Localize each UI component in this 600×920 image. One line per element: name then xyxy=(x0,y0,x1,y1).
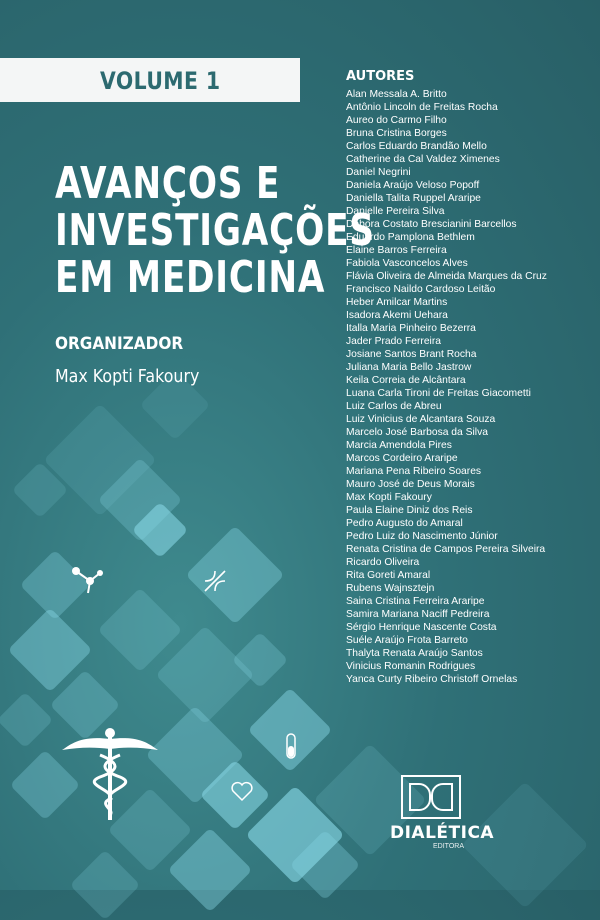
author-item: Daniel Negrini xyxy=(346,167,411,178)
author-item: Carlos Eduardo Brandão Mello xyxy=(346,141,487,152)
author-item: Marcelo José Barbosa da Silva xyxy=(346,427,488,438)
title-line: INVESTIGAÇÕES xyxy=(55,205,375,256)
decorative-square xyxy=(70,850,141,920)
title-line: AVANÇOS E xyxy=(55,158,281,209)
decorative-square xyxy=(186,526,285,625)
author-item: Italla Maria Pinheiro Bezerra xyxy=(346,323,476,334)
publisher-name: DIALÉTICA xyxy=(390,823,495,843)
author-item: Antônio Lincoln de Freitas Rocha xyxy=(346,102,498,113)
author-item: Jader Prado Ferreira xyxy=(346,336,441,347)
author-item: Yanca Curty Ribeiro Christoff Ornelas xyxy=(346,674,518,685)
author-item: Bruna Cristina Borges xyxy=(346,128,447,139)
caduceus-icon xyxy=(60,725,160,830)
author-item: Sérgio Henrique Nascente Costa xyxy=(346,622,497,633)
authors-section xyxy=(346,69,547,686)
volume-banner xyxy=(0,58,300,102)
author-item: Eduardo Pamplona Bethlem xyxy=(346,232,475,243)
authors-list xyxy=(346,88,547,686)
author-item: Josiane Santos Brant Rocha xyxy=(346,349,477,360)
author-item: Ricardo Oliveira xyxy=(346,557,420,568)
organizer-name: Max Kopti Fakoury xyxy=(55,366,200,387)
author-item: Keila Correia de Alcântara xyxy=(346,375,466,386)
author-item: Flávia Oliveira de Almeida Marques da Cruz xyxy=(346,271,547,282)
author-item: Danielle Pereira Silva xyxy=(346,206,445,217)
author-item: Daniela Araújo Veloso Popoff xyxy=(346,180,480,191)
author-item: Isadora Akemi Uehara xyxy=(346,310,448,321)
organizer-label: ORGANIZADOR xyxy=(55,334,184,354)
author-item: Juliana Maria Bello Jastrow xyxy=(346,362,472,373)
title-line: EM MEDICINA xyxy=(55,252,326,303)
author-item: Pedro Luiz do Nascimento Júnior xyxy=(346,531,498,542)
author-item: Luiz Carlos de Abreu xyxy=(346,401,442,412)
heart-icon xyxy=(230,780,254,807)
author-item: Vinicius Romanin Rodrigues xyxy=(346,661,476,672)
authors-heading: AUTORES xyxy=(346,69,415,84)
author-item: Marcia Amendola Pires xyxy=(346,440,452,451)
volume-label: VOLUME 1 xyxy=(100,67,221,95)
author-item: Aureo do Carmo Filho xyxy=(346,115,447,126)
author-item: Elaine Barros Ferreira xyxy=(346,245,447,256)
author-item: Marcos Cordeiro Araripe xyxy=(346,453,458,464)
author-item: Luiz Vinicius de Alcantara Souza xyxy=(346,414,496,425)
author-item: Rita Goreti Amaral xyxy=(346,570,431,581)
author-item: Luana Carla Tironi de Freitas Giacometti xyxy=(346,388,531,399)
molecule-icon xyxy=(70,565,104,600)
decorative-square xyxy=(0,692,53,749)
author-item: Max Kopti Fakoury xyxy=(346,492,432,503)
author-item: Thalyta Renata Araújo Santos xyxy=(346,648,483,659)
author-item: Daniella Talita Ruppel Araripe xyxy=(346,193,481,204)
author-item: Samira Mariana Naciff Pedreira xyxy=(346,609,490,620)
author-item: Francisco Naildo Cardoso Leitão xyxy=(346,284,496,295)
author-item: Fabiola Vasconcelos Alves xyxy=(346,258,468,269)
dna-icon xyxy=(202,568,228,599)
publisher-sub: EDITORA xyxy=(433,843,464,850)
author-item: Suéle Araújo Frota Barreto xyxy=(346,635,468,646)
author-item: Alan Messala A. Britto xyxy=(346,89,447,100)
author-item: Débora Costato Brescianini Barcellos xyxy=(346,219,517,230)
author-item: Saina Cristina Ferreira Araripe xyxy=(346,596,485,607)
author-item: Mariana Pena Ribeiro Soares xyxy=(346,466,482,477)
author-item: Heber Amilcar Martins xyxy=(346,297,448,308)
author-item: Mauro José de Deus Morais xyxy=(346,479,475,490)
author-item: Pedro Augusto do Amaral xyxy=(346,518,463,529)
test-tube-icon xyxy=(284,732,298,767)
publisher-logo xyxy=(390,775,495,850)
publisher-logo-mark xyxy=(401,775,461,819)
author-item: Rubens Wajnsztejn xyxy=(346,583,435,594)
author-item: Catherine da Cal Valdez Ximenes xyxy=(346,154,500,165)
book-title xyxy=(55,160,375,301)
author-item: Paula Elaine Diniz dos Reis xyxy=(346,505,473,516)
author-item: Renata Cristina de Campos Pereira Silveira xyxy=(346,544,546,555)
